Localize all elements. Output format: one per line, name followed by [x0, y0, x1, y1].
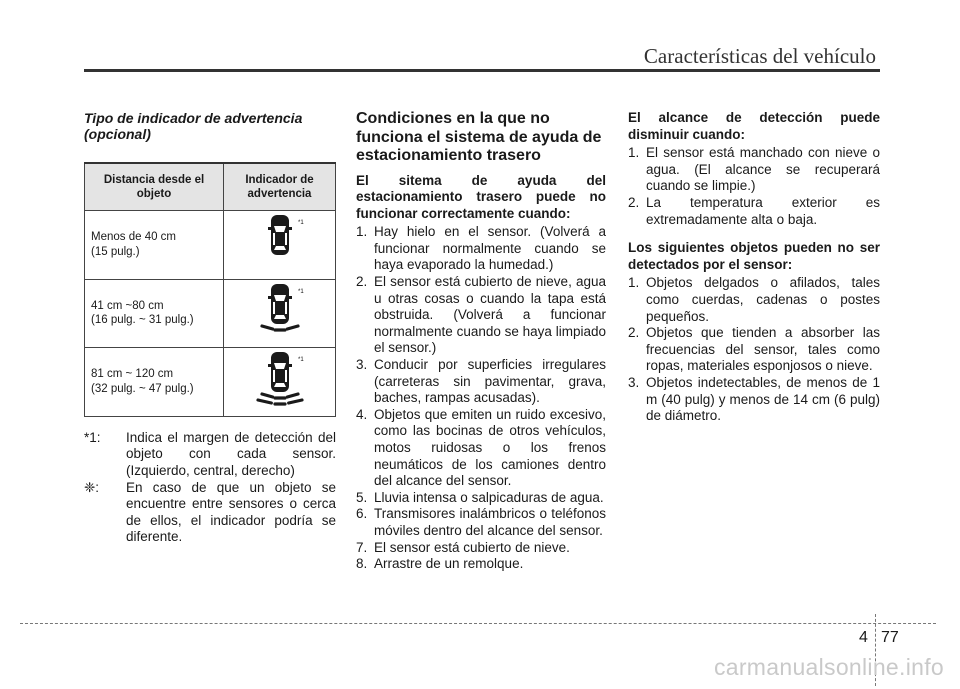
list-item: 1. Hay hielo en el sensor. (Volverá a funcionar normalmente cuando se haya evaporado la humedad.) [356, 224, 606, 273]
sensor-arc-left [258, 400, 271, 403]
footnote-mark: *1 [297, 288, 304, 295]
list-item: 8. Arrastre de un remolque. [356, 556, 524, 572]
window-left [273, 302, 275, 314]
mirror-left [268, 364, 271, 367]
car-indicator-icon [244, 348, 316, 410]
sensor-arc-left [262, 394, 273, 397]
right-column [628, 110, 880, 425]
car-shape [262, 284, 298, 330]
rear-window [274, 383, 286, 387]
header-rule [84, 69, 880, 72]
indicator-cell [224, 279, 336, 348]
mirror-right [289, 364, 292, 367]
mirror-right [289, 227, 292, 230]
list-item: 2. El sensor está cubierto de nieve, agua u otras cosas o cuando la tapa está obstruida. (Volverá a funcionar normalmente cuando se haya limpiado el sensor.) [356, 274, 606, 356]
distance-cell: 41 cm ~80 cm (16 pulg. ~ 31 pulg.) [85, 279, 224, 348]
indicator-subtitle: Tipo de indicador de advertencia (opcional) [84, 110, 303, 142]
table-notes [84, 430, 336, 546]
list-item: 1. El sensor está manchado con nieve o agua. (El alcance se recuperará cuando se limpie.) [628, 145, 880, 194]
list-item: 3. Objetos indetectables, de menos de 1 m (40 pulg) y menos de 14 cm (6 pulg) de diámetro. [628, 374, 880, 424]
windshield [274, 363, 286, 369]
table-row [85, 211, 336, 280]
sensor-arc-right [288, 400, 301, 403]
distance-cell: Menos de 40 cm (15 pulg.) [85, 211, 224, 280]
mirror-right [289, 296, 292, 299]
table-row [85, 348, 336, 417]
distance-cell: 81 cm ~ 120 cm (32 pulg. ~ 47 pulg.) [85, 348, 224, 417]
mirror-left [268, 227, 271, 230]
table-header-indicator: Indicador de advertencia [224, 163, 336, 211]
sensor-arc-left [262, 326, 273, 329]
note-item: *1: Indica el margen de detección del objeto con cada sensor. (Izquierdo, central, derecho) [84, 429, 336, 478]
page-number: 77 [881, 629, 899, 646]
conditions-list [356, 224, 606, 572]
rear-window [274, 315, 286, 319]
range-list [628, 145, 880, 228]
conditions-intro: El sitema de ayuda del estacionamiento trasero puede no funcionar correctamente cuando: [356, 172, 606, 221]
middle-column [356, 110, 606, 573]
indicator-cell [224, 348, 336, 417]
left-column [84, 110, 336, 546]
watermark: carmanualsonline.info [713, 654, 944, 680]
mirror-left [268, 296, 271, 299]
list-item: 2. La temperatura exterior es extremadamente alta o baja. [628, 194, 880, 227]
car-shape [268, 215, 292, 255]
window-right [285, 233, 287, 245]
conditions-heading: Condiciones en la que no funciona el sistema de ayuda de estacionamiento trasero [356, 110, 602, 164]
list-item: 7. El sensor está cubierto de nieve. [356, 539, 570, 555]
window-right [285, 302, 287, 314]
table-row [85, 279, 336, 348]
window-left [273, 233, 275, 245]
list-item: 6. Transmisores inalámbricos o teléfonos móviles dentro del alcance del sensor. [356, 506, 606, 538]
footer-rule [20, 623, 936, 624]
window-right [285, 370, 287, 382]
car-indicator-icon [244, 211, 316, 273]
warning-indicator-table [84, 162, 336, 417]
rear-window [274, 246, 286, 250]
undetected-list [628, 275, 880, 424]
list-item: 1. Objetos delgados o afilados, tales como cuerdas, cadenas o postes pequeños. [628, 275, 880, 324]
note-item: ❈: En caso de que un objeto se encuentre entre sensores o cerca de ellos, el indicador podría se diferente. [84, 479, 336, 545]
list-item: 4. Objetos que emiten un ruido excesivo, como las bocinas de otros vehículos, motos ruidosas o los frenos neumáticos de los camiones dentro del alcance del sensor. [356, 406, 606, 489]
car-shape [258, 352, 302, 404]
sensor-arc-right [287, 394, 298, 397]
list-item: 2. Objetos que tienden a absorber las frecuencias del sensor, tales como ropas, materiales esponjosos o nieve. [628, 325, 880, 374]
list-item: 5. Lluvia intensa o salpicaduras de agua. [356, 489, 604, 505]
chapter-number: 4 [859, 629, 868, 646]
sensor-arc-right [287, 326, 298, 329]
list-item: 3. Conducir por superficies irregulares (carreteras sin pavimentar, grava, baches, rampas acusadas). [356, 357, 606, 406]
windshield [274, 226, 286, 232]
section-title: Características del vehículo [643, 44, 876, 68]
window-left [273, 370, 275, 382]
footnote-mark: *1 [297, 357, 304, 364]
windshield [274, 295, 286, 301]
car-indicator-icon [244, 280, 316, 342]
table-header-distance: Distancia desde el objeto [85, 163, 224, 211]
footnote-mark: *1 [297, 220, 304, 226]
indicator-cell [224, 211, 336, 280]
undetected-heading: Los siguientes objetos pueden no ser detectados por el sensor: [628, 240, 880, 272]
range-heading: El alcance de detección puede disminuir cuando: [628, 110, 880, 142]
